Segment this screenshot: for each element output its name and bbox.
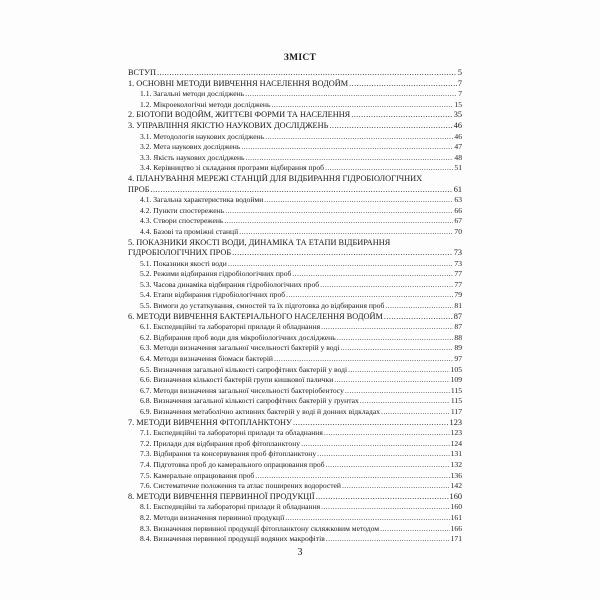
toc-entry-page: 89 [454, 343, 462, 353]
toc-entry-page: 87 [454, 322, 462, 332]
toc-entry-page: 47 [454, 142, 462, 152]
toc-entry-label: 5.1. Показники якості води [140, 258, 227, 268]
dot-leader [320, 280, 453, 291]
dot-leader [293, 418, 449, 429]
dot-leader [225, 206, 453, 217]
toc-entry-label: 6.6. Визначення кількості бактерій групи кишкової палички [140, 375, 334, 385]
dot-leader [241, 142, 453, 153]
toc-entry-label: 8.3. Визначення первинної продукції фітопланктону скляжковим методом [140, 523, 380, 533]
toc-entry [128, 418, 462, 429]
toc-entry-label: 1. ОСНОВНІ МЕТОДИ ВИВЧЕННЯ НАСЕЛЕННЯ ВОДОЙМ [128, 78, 349, 88]
toc-entry-page: 160 [450, 502, 462, 512]
toc-entry-label: 7.4. Підготовка проб до камерального опрацювання проб [140, 459, 325, 469]
toc-entry-label: 8. МЕТОДИ ВИВЧЕННЯ ПЕРВИННОЇ ПРОДУКЦІЇ [128, 491, 315, 501]
toc-entry-page: 88 [454, 332, 462, 342]
toc-entry-label: 6.8. Визначення загальної кількості сапрофітних бактерій у ґрунтах [140, 396, 359, 406]
toc-entry-label: 7.3. Відбирання та консервування проб фітопланктону [140, 449, 317, 459]
toc-entry-label: ГІДРОБІОЛОГІЧНИХ ПРОБ [128, 248, 232, 258]
toc-subentry [128, 280, 462, 291]
toc-entry-page: 115 [450, 385, 462, 395]
toc-entry-page: 123 [449, 417, 462, 427]
dot-leader [292, 269, 453, 280]
toc-entry [128, 174, 462, 185]
dot-leader [239, 227, 453, 238]
dot-leader [380, 524, 450, 535]
toc-entry-page: 63 [454, 195, 462, 205]
toc-entry [128, 492, 462, 503]
toc-entry-page: 105 [450, 364, 462, 374]
toc-entry-label: 4. ПЛАНУВАННЯ МЕРЕЖІ СТАНЦІЙ ДЛЯ ВІДБИРАННЯ ГІДРОБІОЛОГІЧНИХ [128, 173, 423, 183]
dot-leader [381, 407, 450, 418]
toc-entry-label: 7.2. Прилади для відбирання проб фітопланктону [140, 438, 301, 448]
toc-subentry [128, 89, 462, 100]
toc-entry-page: 87 [453, 311, 462, 321]
toc-entry-label: 1.2. Мікроекологічні методи досліджень [140, 99, 271, 109]
toc-entry-label: 7. МЕТОДИ ВИВЧЕННЯ ФІТОПЛАНКТОНУ [128, 417, 292, 427]
toc-entry-page: 123 [450, 428, 462, 438]
dot-leader [316, 492, 449, 503]
toc-entry-page: 97 [454, 354, 462, 364]
toc-entry-label: 5.5. Вимоги до устаткування, ємностей та їх підготовка до відбирання проб [140, 301, 385, 311]
dot-leader [345, 386, 450, 397]
dot-leader [326, 460, 450, 471]
toc-entry-page: 66 [454, 205, 462, 215]
dot-leader [324, 428, 450, 439]
toc-subentry [128, 375, 462, 386]
toc-entry-label: 4.3. Створи спостережень [140, 216, 224, 226]
toc-entry-page: 61 [453, 184, 462, 194]
toc-subentry [128, 386, 462, 397]
toc-entry-page: 132 [450, 459, 462, 469]
toc-entry-label: 6.5. Визначення загальної кількості сапрофітних бактерій у воді [140, 364, 348, 374]
toc-entry [128, 121, 462, 132]
toc-subentry [128, 365, 462, 376]
dot-leader [325, 163, 453, 174]
toc-entry-page: 51 [454, 163, 462, 173]
toc-entry-page: 79 [454, 290, 462, 300]
toc-subentry [128, 396, 462, 407]
toc-subentry [128, 206, 462, 217]
toc-entry-label: 8.2. Методи визначення первинної продукції [140, 512, 285, 522]
dot-leader [384, 312, 453, 323]
toc-entry-label: 6.3. Методи визначення загальної чисельності бактерій у воді [140, 343, 340, 353]
toc-entry-label: 6.4. Методи визначення біомаси бактерій [140, 354, 273, 364]
page-number: 3 [297, 547, 303, 558]
toc-entry-label: 8.4. Визначення первинної продукції водяних макрофітів [140, 534, 325, 544]
dot-leader [286, 290, 453, 301]
dot-leader [348, 365, 450, 376]
toc-entry [128, 312, 462, 323]
toc-subentry [128, 471, 462, 482]
toc-subentry [128, 195, 462, 206]
toc-entry-page: 77 [454, 279, 462, 289]
toc-entry-label: ВСТУП [128, 68, 157, 77]
toc-subentry [128, 502, 462, 513]
toc-entry-page: 7 [458, 89, 462, 99]
dot-leader [264, 195, 453, 206]
toc-subentry [128, 407, 462, 418]
toc-entry-page: 7 [457, 78, 462, 88]
dot-leader [321, 502, 449, 513]
toc-subentry [128, 428, 462, 439]
dot-leader [385, 301, 453, 312]
dot-leader [301, 439, 450, 450]
toc-entry-page: 46 [453, 120, 462, 130]
toc-subentry [128, 269, 462, 280]
toc-entry-page: 77 [454, 269, 462, 279]
toc-entry-label: 1.1. Загальні методи досліджень [140, 89, 245, 99]
page-title: ЗМІСТ [283, 53, 317, 63]
dot-leader [228, 259, 454, 270]
toc-subentry [128, 301, 462, 312]
toc-subentry [128, 449, 462, 460]
toc-subentry [128, 216, 462, 227]
toc-entry-label: 6.1. Експедиційні та лабораторні прилади й обладнання [140, 322, 321, 332]
dot-leader [334, 375, 449, 386]
dot-leader [232, 248, 453, 259]
toc-entry-label: 4.2. Пункти спостережень [140, 205, 225, 215]
toc-entry-page: 46 [454, 131, 462, 141]
toc-entry-label: 6.9. Визначення метаболічно активних бактерій у воді й донних відкладах [140, 407, 381, 416]
toc-entry-page: 67 [454, 216, 462, 226]
toc-entry-label: 4.4. Базові та проміжні станції [140, 226, 239, 236]
toc-entry-label: 5.3. Часова динаміка відбирання гідробіологічних проб [140, 279, 320, 289]
toc-entry-label: 3.1. Методологія наукових досліджень [140, 131, 265, 141]
toc-entry-page: 124 [450, 438, 462, 448]
toc-entry [128, 110, 462, 121]
toc-entry-page: 73 [454, 258, 462, 268]
toc-entry-page: 70 [454, 226, 462, 236]
dot-leader [255, 471, 449, 482]
dot-leader [224, 216, 453, 227]
dot-leader [150, 185, 452, 196]
toc-entry-label: 5. ПОКАЗНИКИ ЯКОСТІ ВОДИ, ДИНАМІКА ТА ЕТАПИ ВІДБИРАННЯ [128, 237, 391, 247]
dot-leader [246, 153, 454, 164]
toc-entry-label: 3.2. Мета наукових досліджень [140, 142, 241, 152]
toc-entry-label: 7.1. Експедиційні та лабораторні прилади та обладнання [140, 428, 323, 438]
toc-entry-page: 109 [450, 375, 462, 385]
toc-entry-page: 161 [450, 512, 462, 522]
dot-leader [271, 100, 453, 111]
toc-entry-page: 81 [454, 301, 462, 311]
dot-leader [360, 396, 450, 407]
toc-entry [128, 238, 462, 249]
toc-entry-page: 117 [450, 407, 462, 416]
toc-entry-label: 3. УПРАВЛІННЯ ЯКІСТЮ НАУКОВИХ ДОСЛІДЖЕНЬ [128, 120, 329, 130]
toc-entry-label: 3.3. Якість наукових досліджень [140, 152, 245, 162]
toc-entry-label: 5.4. Етапи відбирання гідробіологічних проб [140, 290, 286, 300]
dot-leader [329, 121, 452, 132]
toc-entry-label: 5.2. Режими відбирання гідробіологічних проб [140, 269, 292, 279]
toc-entry-page: 15 [454, 99, 462, 109]
toc-entry-page: 171 [450, 534, 462, 544]
toc-subentry [128, 534, 462, 545]
toc-entry [128, 68, 462, 79]
dot-leader [321, 322, 453, 333]
toc-entry-label: 3.4. Керівництво зі складання програми відбирання проб [140, 163, 325, 173]
dot-leader [351, 110, 452, 121]
toc-subentry [128, 153, 462, 164]
toc-entry-page: 131 [450, 449, 462, 459]
toc-entry-label: 6. МЕТОДИ ВИВЧЕННЯ БАКТЕРІАЛЬНОГО НАСЕЛЕННЯ ВОДОЙМ [128, 311, 383, 321]
toc-entry-page: 166 [450, 523, 462, 533]
dot-leader [337, 333, 454, 344]
toc-subentry [128, 322, 462, 333]
toc-subentry [128, 227, 462, 238]
toc-entry-label: 6.2. Відбирання проб води для мікробіологічних досліджень [140, 332, 336, 342]
dot-leader [317, 449, 449, 460]
toc-entry-page: 160 [449, 491, 462, 501]
toc-subentry [128, 142, 462, 153]
toc-subentry [128, 439, 462, 450]
dot-leader [342, 481, 450, 492]
toc-entry-label: 8.1. Експедиційні та лабораторні прилади й обладнання [140, 502, 321, 512]
toc-entry [128, 248, 462, 259]
dot-leader [274, 354, 453, 365]
toc-entry-page: 115 [450, 396, 462, 406]
toc-subentry [128, 460, 462, 471]
toc-subentry [128, 343, 462, 354]
dot-leader [349, 79, 457, 90]
toc-entry-page: 5 [457, 68, 462, 77]
table-of-contents [128, 68, 462, 545]
toc-entry-page: 73 [453, 248, 462, 258]
toc-entry-label: 6.7. Методи визначення загальної чисельності бактеріобентосу [140, 385, 344, 395]
toc-entry [128, 185, 462, 196]
toc-subentry [128, 163, 462, 174]
toc-entry [128, 79, 462, 90]
toc-subentry [128, 513, 462, 524]
toc-subentry [128, 132, 462, 143]
toc-entry-label: 7.5. Камеральне опрацювання проб [140, 470, 255, 480]
toc-subentry [128, 524, 462, 535]
toc-entry-page: 35 [453, 110, 462, 120]
toc-subentry [128, 259, 462, 270]
toc-subentry [128, 333, 462, 344]
toc-entry-page: 48 [454, 152, 462, 162]
toc-entry-label: 4.1. Загальна характеристика водойми [140, 195, 264, 205]
dot-leader [265, 132, 453, 143]
dot-leader [157, 68, 457, 79]
toc-subentry [128, 481, 462, 492]
toc-entry-label: 7.6. Систематичне положення та атлас поширених водоростей [140, 481, 341, 491]
toc-entry-label: 2. БІОТОПИ ВОДОЙМ, ЖИТТЄВІ ФОРМИ ТА НАСЕЛЕННЯ [128, 110, 351, 120]
toc-subentry [128, 290, 462, 301]
toc-subentry [128, 100, 462, 111]
dot-leader [340, 343, 453, 354]
dot-leader [245, 89, 457, 100]
toc-entry-page: 142 [450, 481, 462, 491]
dot-leader [326, 534, 450, 545]
toc-entry-page: 136 [450, 470, 462, 480]
toc-entry-label: ПРОБ [128, 184, 150, 194]
dot-leader [285, 513, 449, 524]
toc-subentry [128, 354, 462, 365]
